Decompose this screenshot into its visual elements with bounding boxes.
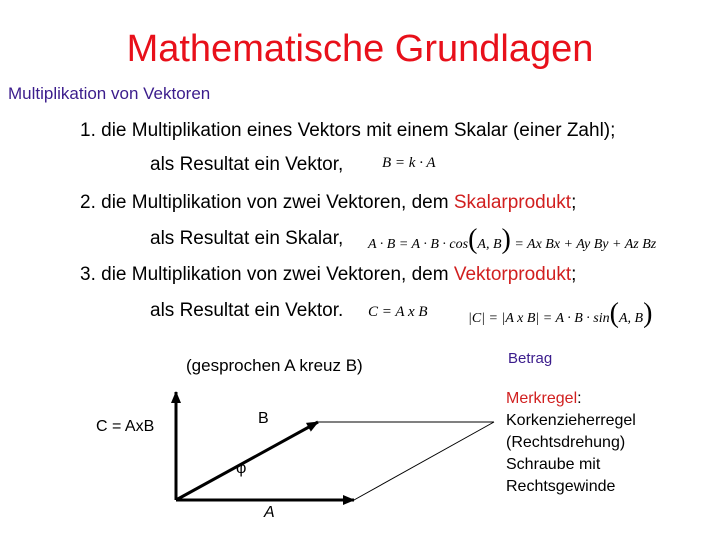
dot-product-left: A · B = A · B · cos <box>368 237 469 252</box>
label-c: C = AxB <box>96 418 155 435</box>
merkregel-line-2: (Rechtsdrehung) <box>506 434 626 451</box>
section-subtitle: Multiplikation von Vektoren <box>8 84 211 103</box>
formula-scalar-multiplication: B = k · A <box>382 155 436 171</box>
merkregel-line-3: Schraube mit <box>506 456 601 473</box>
parallelogram-right <box>354 422 494 500</box>
item-1: 1. die Multiplikation eines Vektors mit einem Skalar (einer Zahl); <box>80 120 616 141</box>
item-3-punct: ; <box>571 264 577 285</box>
cross-magnitude-left: |C| = |A x B| = A · B · sin <box>468 311 610 326</box>
dot-product-args: A, B <box>477 237 502 252</box>
item-3-result: als Resultat ein Vektor. <box>150 300 344 321</box>
item-1-result: als Resultat ein Vektor, <box>150 154 344 175</box>
item-2-text: 2. die Multiplikation von zwei Vektoren, dem <box>80 192 454 213</box>
item-2-punct: ; <box>571 192 577 213</box>
merkregel-colon: : <box>577 390 582 407</box>
term-skalarprodukt: Skalarprodukt <box>453 192 572 213</box>
merkregel-line-1: Korkenzieherregel <box>506 412 636 429</box>
term-vektorprodukt: Vektorprodukt <box>453 264 572 285</box>
betrag-label: Betrag <box>508 350 553 367</box>
label-phi: φ <box>236 460 247 477</box>
merkregel-label: Merkregel <box>506 390 578 407</box>
item-2-result: als Resultat ein Skalar, <box>150 228 344 249</box>
label-a: A <box>264 504 275 521</box>
item-3-text: 3. die Multiplikation von zwei Vektoren, dem <box>80 264 454 285</box>
formula-cross-magnitude: |C| = |A x B| = A · B · sin(A, B) <box>468 298 653 329</box>
dot-product-components: = Ax Bx + Ay By + Az Bz <box>514 237 657 252</box>
cross-magnitude-args: A, B <box>618 311 644 326</box>
merkregel-line-4: Rechtsgewinde <box>506 478 616 495</box>
formula-dot-product: A · B = A · B · cos(A, B) = Ax Bx + Ay By + Az Bz <box>368 224 657 255</box>
spoken-note: (gesprochen A kreuz B) <box>186 356 363 375</box>
formula-cross-product: C = A x B <box>368 304 428 320</box>
page-title: Mathematische Grundlagen <box>126 28 594 70</box>
label-b: B <box>258 410 269 427</box>
vector-b-arrow <box>176 422 318 500</box>
